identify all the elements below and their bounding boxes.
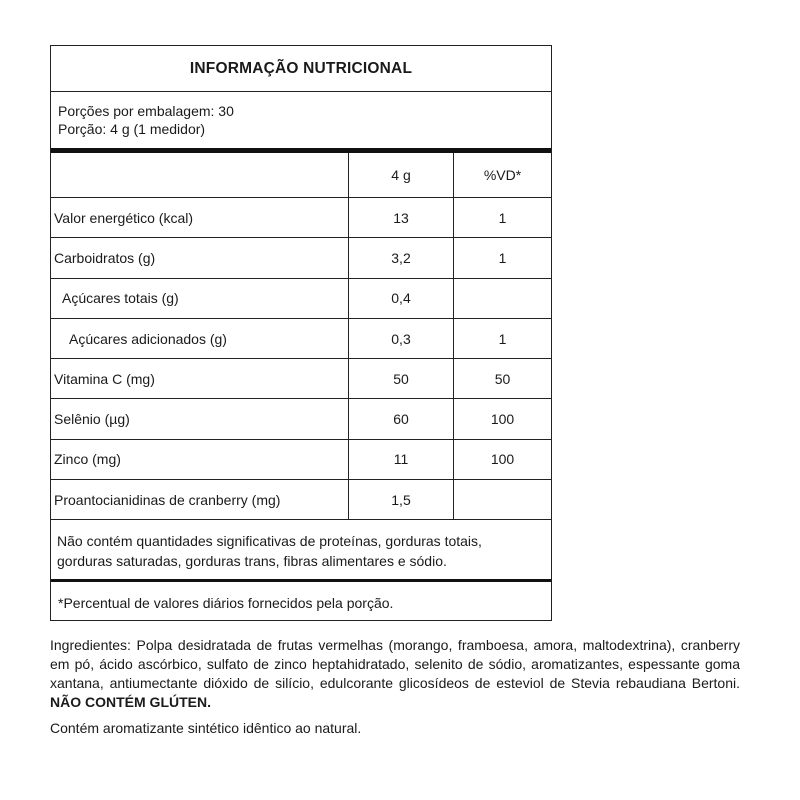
nutrient-amount: 50 xyxy=(349,359,454,398)
nutrient-amount: 60 xyxy=(349,399,454,438)
header-cell-name xyxy=(51,153,349,197)
nutrient-amount: 13 xyxy=(349,198,454,237)
table-row xyxy=(51,238,551,278)
nutrient-amount: 1,5 xyxy=(349,480,454,519)
table-row xyxy=(51,319,551,359)
nutrient-name: Zinco (mg) xyxy=(51,440,349,479)
notice-line-1: Não contém quantidades significativas de proteínas, gorduras totais, xyxy=(57,533,482,550)
portions-per-package: Porções por embalagem: 30 xyxy=(58,103,234,119)
table-row xyxy=(51,359,551,399)
nutrient-dv: 50 xyxy=(494,370,511,387)
portion-info xyxy=(51,92,551,153)
nutrient-amount: 11 xyxy=(349,440,454,479)
nutrient-name: Selênio (µg) xyxy=(51,399,349,438)
nutrient-dv: 100 xyxy=(490,411,515,428)
ingredients-list: Ingredientes: Polpa desidratada de frutas vermelhas (morango, framboesa, amora, maltodextrina), cranberry em pó, ácido ascórbico, sulfato de zinco heptahidratado, selenito de sódio, aromatizantes, espessante goma xantana, antiumectante dióxido de silício, edulcorante glicosídeos de esteviol de Stevia rebaudiana Bertoni. xyxy=(50,637,740,691)
table-row xyxy=(51,440,551,480)
gluten-warning: NÃO CONTÉM GLÚTEN. xyxy=(50,694,211,710)
portion-size: Porção: 4 g (1 medidor) xyxy=(58,121,206,137)
table-row xyxy=(51,480,551,520)
nutrient-name: Vitamina C (mg) xyxy=(51,359,349,398)
nutrient-amount: 0,3 xyxy=(349,319,454,358)
flavoring-statement: Contém aromatizante sintético idêntico ao natural. xyxy=(50,720,362,736)
nutrient-name: Açúcares adicionados (g) xyxy=(51,319,349,358)
table-header-row xyxy=(51,153,551,198)
nutrient-name: Açúcares totais (g) xyxy=(51,279,349,318)
notice-line-2: gorduras saturadas, gorduras trans, fibras alimentares e sódio. xyxy=(57,553,447,570)
nutrient-name: Valor energético (kcal) xyxy=(51,198,349,237)
nutrient-amount: 0,4 xyxy=(349,279,454,318)
nutrient-amount: 3,2 xyxy=(349,238,454,277)
not-significant-notice xyxy=(51,520,551,582)
nutrient-dv xyxy=(454,279,551,318)
ingredients-text xyxy=(50,636,740,712)
table-row xyxy=(51,198,551,238)
nutrient-dv: 1 xyxy=(498,249,507,266)
panel-title: INFORMAÇÃO NUTRICIONAL xyxy=(51,46,551,92)
header-cell-amount: 4 g xyxy=(349,153,454,197)
table-row xyxy=(51,399,551,439)
nutrition-facts-panel xyxy=(50,45,552,621)
header-cell-dv: %VD* xyxy=(483,167,522,183)
nutrient-name: Carboidratos (g) xyxy=(51,238,349,277)
table-row xyxy=(51,279,551,319)
nutrient-dv xyxy=(454,480,551,519)
nutrient-dv: 100 xyxy=(490,451,515,468)
daily-value-footnote: *Percentual de valores diários fornecidos pela porção. xyxy=(58,595,394,612)
nutrient-dv: 1 xyxy=(498,209,507,226)
nutrient-name: Proantocianidinas de cranberry (mg) xyxy=(51,480,349,519)
nutrient-dv: 1 xyxy=(498,330,507,347)
